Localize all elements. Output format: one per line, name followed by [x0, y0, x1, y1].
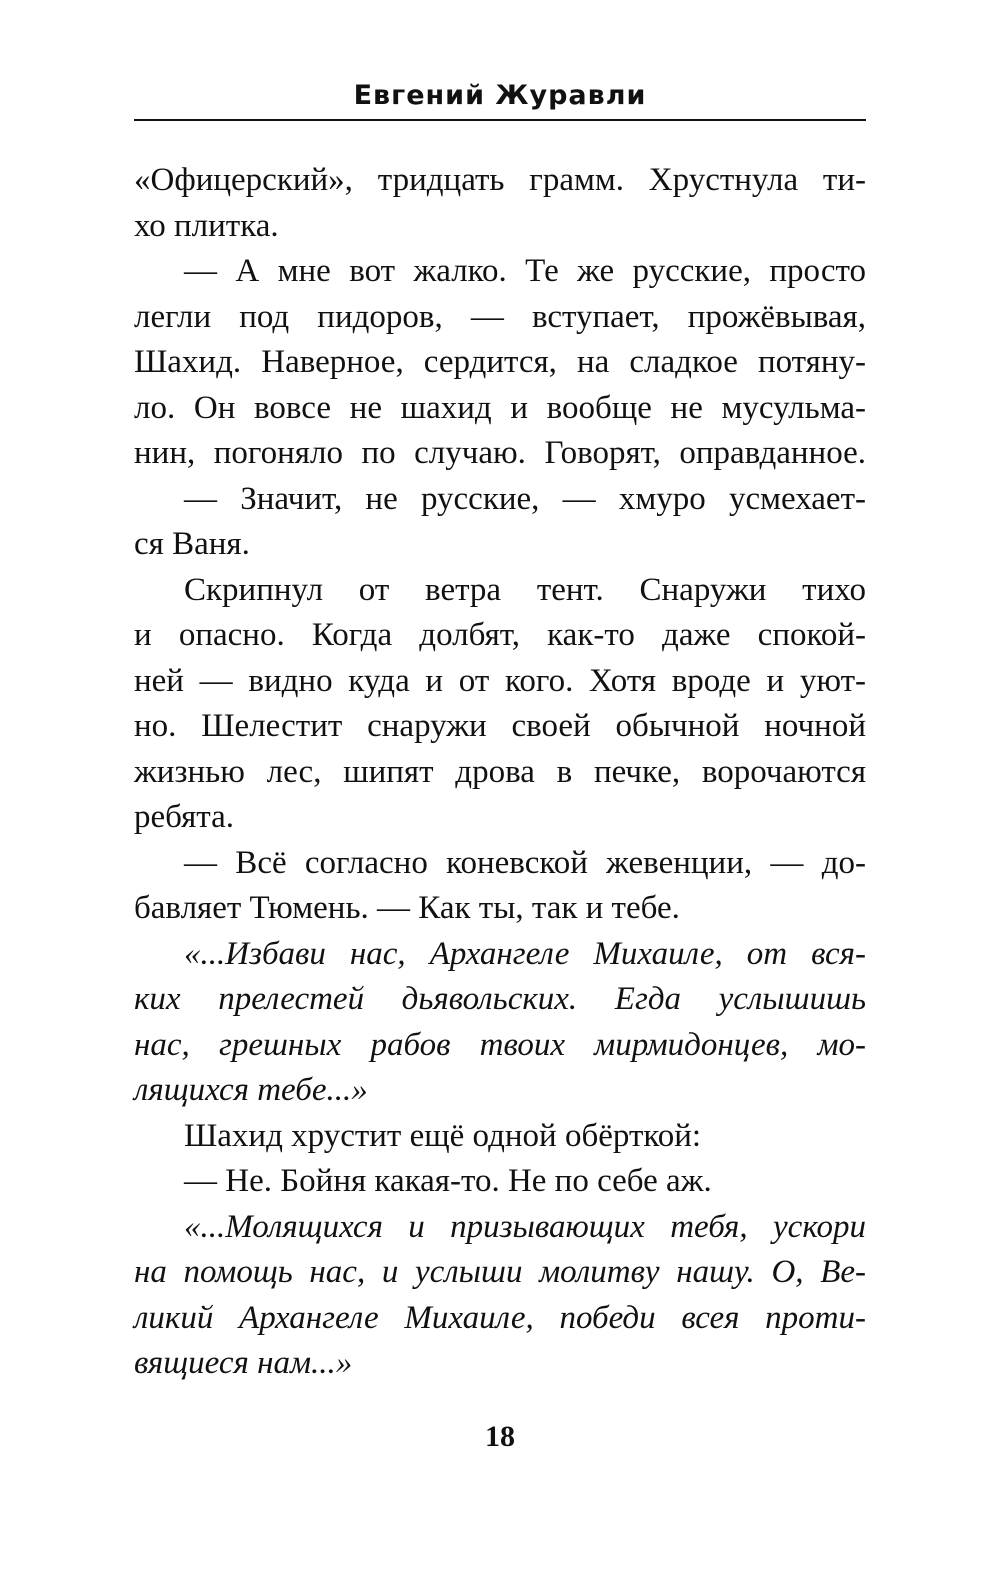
text-line: легли под пидоров, — вступает, прожёвывая,	[134, 298, 866, 335]
prayer-line: «...Избави нас, Архангеле Михаиле, от вся-	[184, 935, 866, 972]
header-rule	[134, 119, 866, 121]
text-line: — Всё согласно коневской жевенции, — до-	[184, 844, 866, 881]
body-text	[134, 158, 866, 1387]
text-line: но. Шелестит снаружи своей обычной ночной	[134, 708, 866, 744]
running-head-author: Евгений Журавли	[353, 80, 647, 111]
text-line: «Офицерский», тридцать грамм. Хрустнула ти-	[134, 162, 866, 198]
text-line: хо плитка.	[134, 207, 279, 244]
text-line: ней — видно куда и от кого. Хотя вроде и уют-	[134, 662, 866, 699]
prayer-line: лящихся тебе...»	[134, 1072, 368, 1108]
text-line: и опасно. Когда долбят, как-то даже спокой-	[134, 617, 866, 653]
prayer-line: «...Молящихся и призывающих тебя, ускори	[184, 1208, 866, 1245]
text-line: бавляет Тюмень. — Как ты, так и тебе.	[134, 890, 680, 926]
prayer-line: ких прелестей дьявольских. Егда услышишь	[134, 981, 866, 1017]
prayer-line: нас, грешных рабов твоих мирмидонцев, мо-	[134, 1026, 866, 1063]
text-line: ло. Он вовсе не шахид и вообще не мусульма-	[134, 389, 866, 426]
text-line: ребята.	[134, 799, 235, 835]
text-line: — Не. Бойня какая-то. Не по себе аж.	[184, 1163, 712, 1199]
text-line: Шахид. Наверное, сердится, на сладкое потяну-	[134, 344, 866, 380]
prayer-line: вящиеся нам...»	[134, 1345, 353, 1381]
text-line: ся Ваня.	[134, 526, 250, 562]
text-line: жизнью лес, шипят дрова в печке, ворочаются	[134, 753, 866, 790]
page-number: 18	[485, 1420, 515, 1453]
text-line: нин, погоняло по случаю. Говорят, оправданное.	[134, 435, 866, 471]
text-line: Шахид хрустит ещё одной обёрткой:	[184, 1117, 702, 1154]
text-line: — Значит, не русские, — хмуро усмехает-	[184, 480, 866, 517]
text-line: — А мне вот жалко. Те же русские, просто	[184, 253, 866, 289]
text-line: Скрипнул от ветра тент. Снаружи тихо	[184, 571, 866, 608]
prayer-line: на помощь нас, и услыши молитву нашу. О, Ве-	[134, 1254, 866, 1290]
prayer-line: ликий Архангеле Михаиле, победи всея проти-	[134, 1299, 866, 1336]
